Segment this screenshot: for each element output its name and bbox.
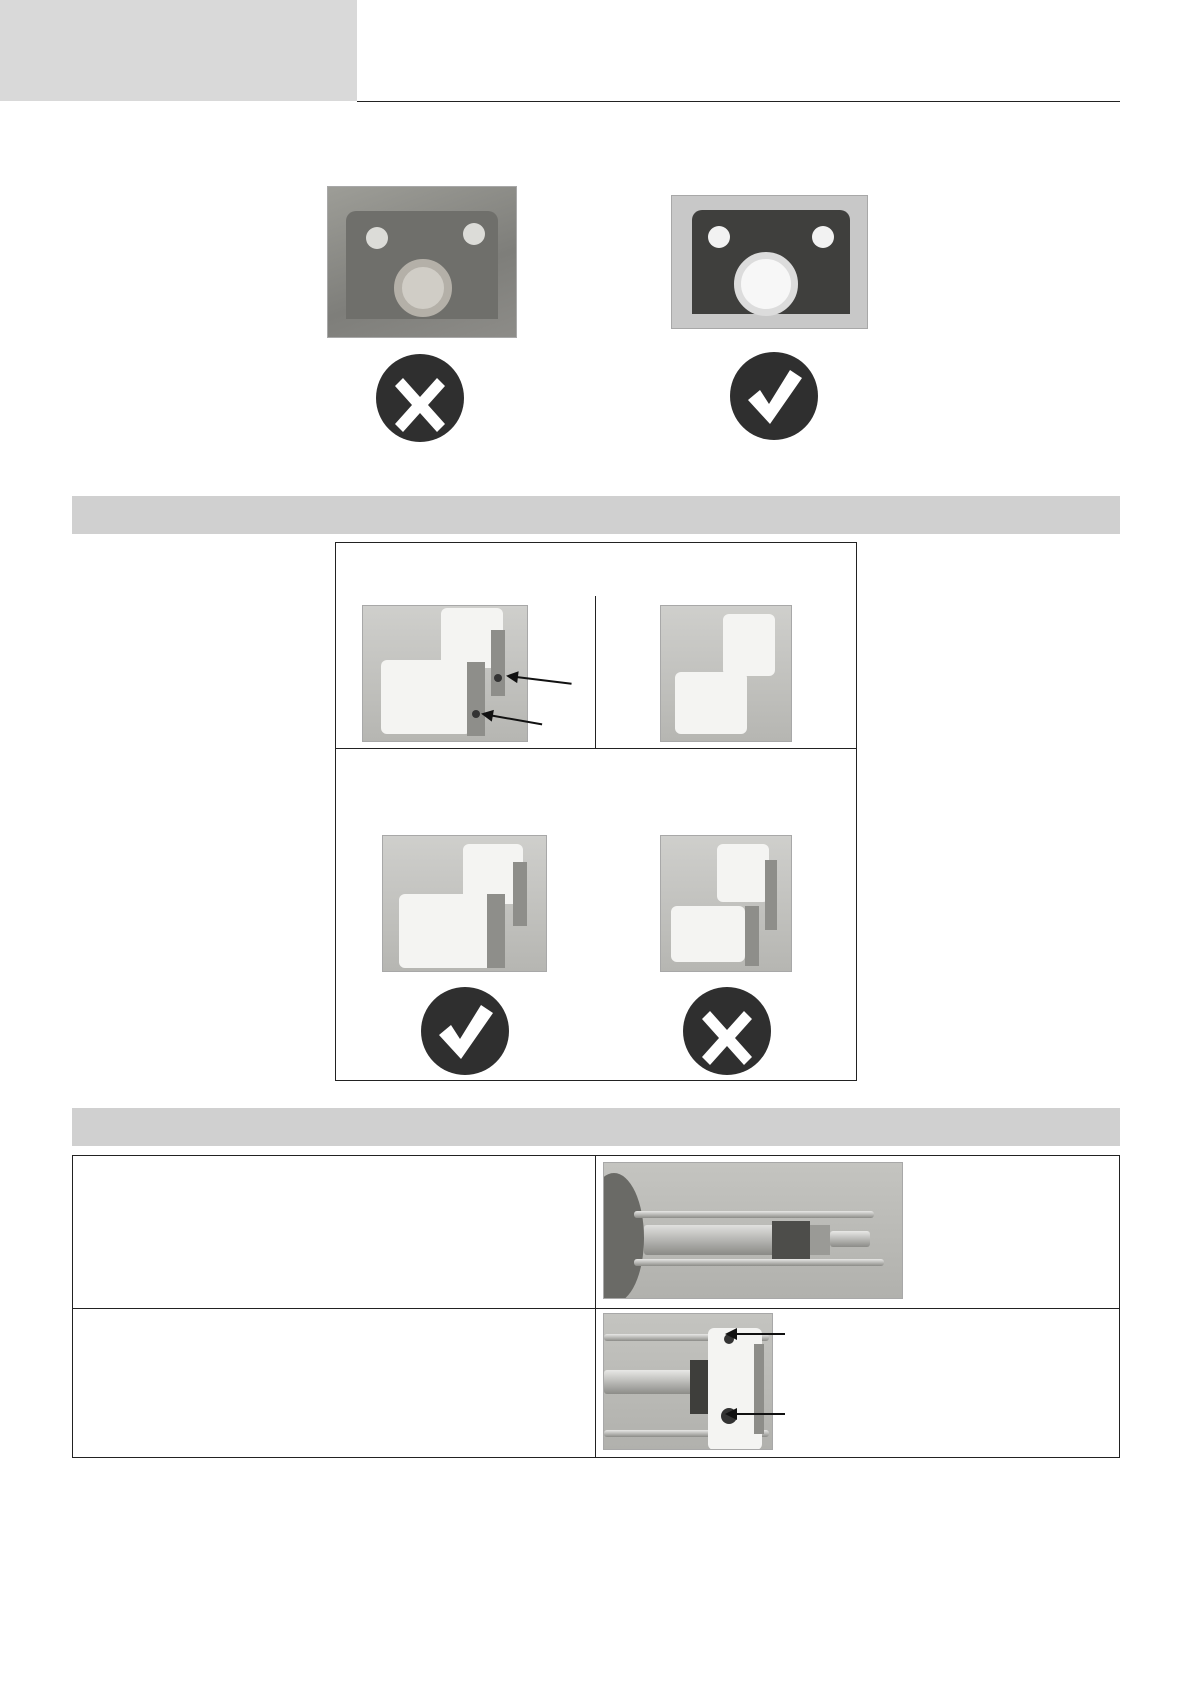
plate-worn-bushing-photo <box>327 186 517 338</box>
block-pointer-lower <box>727 1413 785 1415</box>
part-correct-orientation-photo <box>382 835 547 972</box>
figure-divider-vertical <box>595 596 596 748</box>
part-without-screws-photo <box>660 605 792 742</box>
table-row-divider <box>72 1308 1120 1309</box>
correct-icon <box>421 987 509 1075</box>
section-bar-3 <box>72 1108 1120 1146</box>
incorrect-icon <box>376 354 464 442</box>
rod-assembly-photo <box>603 1162 903 1299</box>
table-column-divider <box>595 1155 596 1458</box>
figure-divider-horizontal <box>335 748 857 749</box>
section-bar-2 <box>72 496 1120 534</box>
step-table <box>72 1155 1120 1458</box>
plate-new-bushing-photo <box>671 195 868 329</box>
header-tab <box>0 0 357 101</box>
correct-icon <box>730 352 818 440</box>
block-pointer-upper <box>727 1333 785 1335</box>
header-rule <box>357 101 1120 102</box>
part-incorrect-orientation-photo <box>660 835 792 972</box>
incorrect-icon <box>683 987 771 1075</box>
part-with-screws-photo <box>362 605 528 742</box>
